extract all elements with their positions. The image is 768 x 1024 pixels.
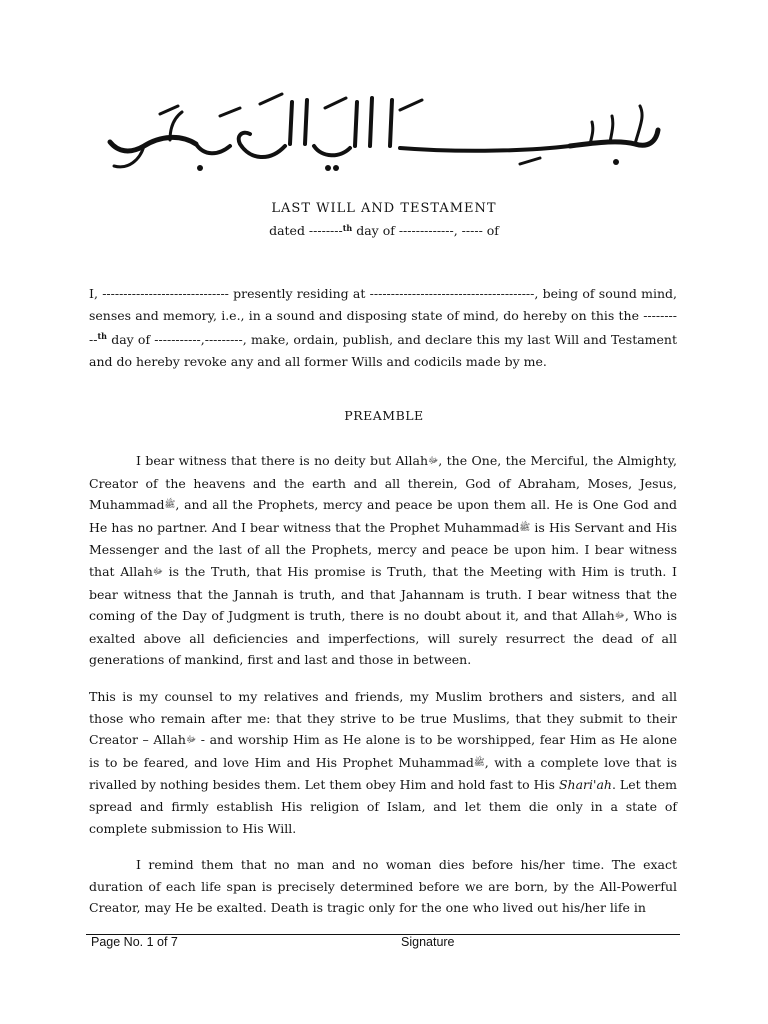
p1-text-f: , Who is exalted above all deficiencies and imperfections, will surely resurrect the dead of all generations of mankind, first and last and those in between. bbox=[89, 608, 677, 668]
intro-text-b: day of -----------,---------, make, ordain, publish, and declare this my last Will and Testament and do hereby revoke any and all former Wills and codicils made by me. bbox=[89, 332, 677, 369]
page-number: Page No. 1 of 7 bbox=[91, 935, 178, 949]
honorific-icon: ﷻ bbox=[614, 611, 625, 622]
bismillah-calligraphy bbox=[100, 86, 670, 178]
preamble-heading: PREAMBLE bbox=[344, 408, 424, 423]
intro-paragraph bbox=[89, 283, 677, 373]
p1-text-b: , the One, the Merciful, the Almighty, Creator of the heavens and the earth and all therein, God of Abraham, Moses, Jesus, Muhammad bbox=[89, 453, 677, 513]
p1-text-a: I bear witness that there is no deity but Allah bbox=[136, 453, 429, 468]
bismillah-calligraphy-art bbox=[100, 86, 670, 178]
honorific-icon: ﷺ bbox=[164, 500, 176, 511]
p1-text-e: is the Truth, that His promise is Truth, that the Meeting with Him is truth. I bear witness that the Jannah is truth, and that Jahannam is truth. I bear witness that the coming of the Day of Judgment is truth, there is no doubt about it, and that Allah bbox=[89, 563, 677, 624]
dated-suffix: day of -------------, ----- of bbox=[352, 223, 499, 238]
p1-text-d: is His Servant and His Messenger and the last of all the Prophets, mercy and peace be upon him. I bear witness that Allah bbox=[89, 519, 677, 579]
dated-sup: th bbox=[342, 223, 353, 233]
honorific-icon: ﷺ bbox=[473, 757, 485, 768]
intro-sup: th bbox=[97, 331, 107, 342]
preamble-paragraph-1 bbox=[89, 450, 677, 671]
honorific-icon: ﷻ bbox=[185, 735, 197, 746]
p2-text-b: - and worship Him as He alone is to be worshipped, fear Him as He alone is to be feared, and love Him and His Prophet Muhammad bbox=[89, 732, 677, 770]
p2-text-a: This is my counsel to my relatives and friends, my Muslim brothers and sisters, and all those who remain after me: that they strive to be true Muslims, that they submit to their Creator – Allah bbox=[89, 689, 677, 748]
honorific-icon: ﷻ bbox=[152, 566, 163, 577]
reminder-paragraph: I remind them that no man and no woman dies before his/her time. The exact duration of each life span is precisely determined before we are born, by the All-Powerful Creator, may He be exalted. Death is tragic only for the one who lived out his/her life in bbox=[89, 857, 677, 916]
document-title: LAST WILL AND TESTAMENT bbox=[271, 201, 497, 216]
shariah-term: Shari'ah bbox=[558, 777, 612, 793]
dated-line bbox=[0, 223, 768, 238]
honorific-icon: ﷺ bbox=[519, 522, 531, 533]
intro-text-a: I, ------------------------------ presently residing at ---------------------------------------, being of sound mind, senses and memory, i.e., in a sound and disposing state of mind, do hereby on this the ---------- bbox=[89, 286, 677, 348]
dated-prefix: dated -------- bbox=[269, 223, 343, 238]
honorific-icon: ﷻ bbox=[428, 456, 439, 466]
p2-text-d: . Let them spread and firmly establish His religion of Islam, and let them die only in a state of complete submission to His Will. bbox=[89, 777, 677, 836]
p2-text-c: , with a complete love that is rivalled by nothing besides them. Let them obey Him and hold fast to His bbox=[89, 754, 677, 793]
signature-label: Signature bbox=[401, 935, 455, 949]
counsel-paragraph bbox=[89, 686, 677, 839]
p1-text-c: , and all the Prophets, mercy and peace be upon them all. He is One God and He has no partner. And I bear witness that the Prophet Muhammad bbox=[89, 497, 677, 535]
